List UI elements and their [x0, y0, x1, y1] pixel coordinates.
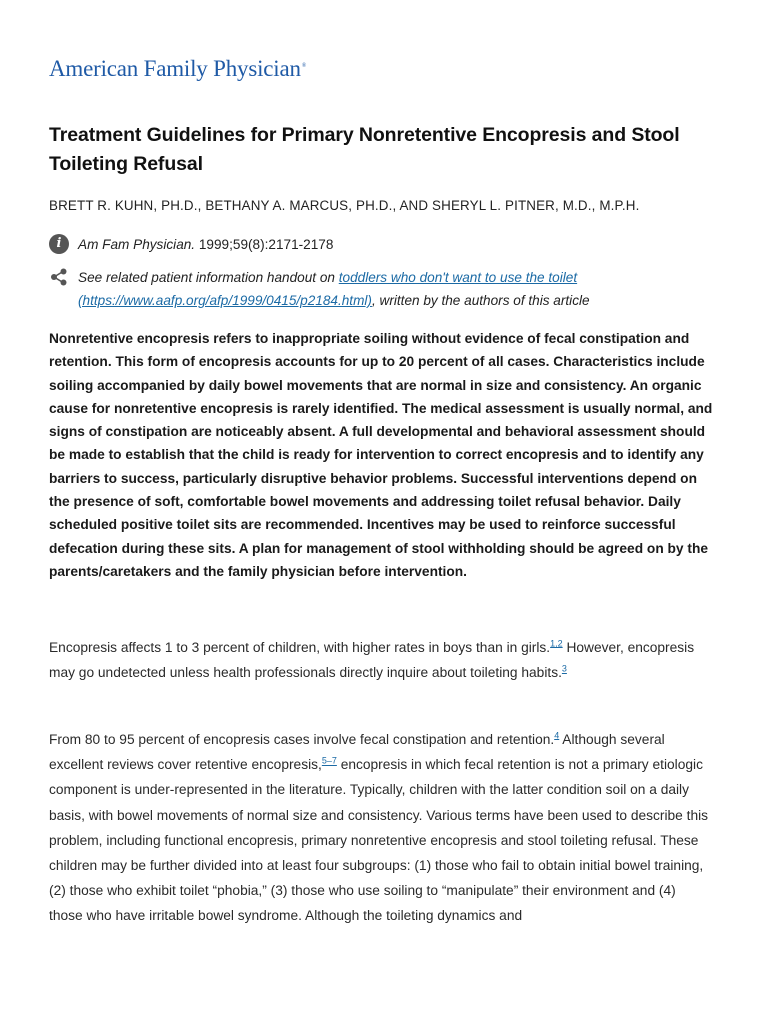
journal-logo[interactable]: American Family Physician® [49, 56, 307, 81]
article-abstract: Nonretentive encopresis refers to inappropriate soiling without evidence of fecal constipation and retention. This form of encopresis accounts for up to 20 percent of all cases. Characteristics include soiling accompanied by daily bowel movements that are normal in size and consistency. An organic cause for nonretentive encopresis is rarely identified. The medical assessment is usually normal, and signs of constipation are noticeably absent. A full developmental and behavioral assessment should be made to establish that the child is ready for intervention to correct encopresis and to identify any barriers to success, particularly disruptive behavior problems. Successful interventions depend on the presence of soft, comfortable bowel movements and addressing toilet refusal behavior. Daily scheduled positive toilet sits are recommended. Incentives may be used to reinforce successful defecation during these sits. A plan for management of stool withholding should be agreed on by the parents/caretakers and the family physician before intervention. [49, 331, 713, 579]
reference-link[interactable]: 4 [554, 730, 560, 741]
journal-name: American Family Physician [49, 56, 301, 81]
body-paragraph: Encopresis affects 1 to 3 percent of children, with higher rates in boys than in girls.$^{1,2}$ However, encopresis may go undetected unless health professionals directly inquire about toileting habits.$^3$ [49, 638, 695, 681]
citation-details: 1999;59(8):2171-2178 [195, 237, 334, 252]
share-icon [49, 267, 69, 287]
related-handout-link[interactable]: toddlers who don't want to use the toilet [338, 270, 578, 285]
related-handout-url[interactable]: (https://www.aafp.org/afp/1999/0415/p2184.html) [78, 293, 372, 308]
article-authors: BRETT R. KUHN, PH.D., BETHANY A. MARCUS, PH.D., AND SHERYL L. PITNER, M.D., M.P.H. [49, 198, 640, 213]
body-paragraph: From 80 to 95 percent of encopresis cases involve fecal constipation and retention.$^4$ Although several excellent reviews cover retentive encopresis,$^{5-7}$ encopresis in which fecal retention is not a primary etiologic component is under-represented in the literature. Typically, children with the latter condition soil on a daily basis, with bowel movements of normal size and consistency. Various terms have been used to describe this problem, including functional encopresis, primary nonretentive encopresis and stool toileting refusal. These children may be further divided into at least four subgroups: (1) those who fail to obtain initial bowel training, (2) those who exhibit toilet “phobia,” (3) those who use soiling to “manipulate” their environment and (4) those who have irritable bowel syndrome. Although the toileting dynamics and [49, 730, 709, 924]
related-handout-row [49, 266, 708, 312]
reference-link[interactable]: 5–7 [321, 755, 337, 766]
related-handout-text: See related patient information handout on toddlers who don't want to use the toilet (https://www.aafp.org/afp/1999/0415/p2184.html), written by the authors of this article [78, 270, 590, 308]
article-title: Treatment Guidelines for Primary Nonretentive Encopresis and Stool Toileting Refusal [49, 124, 680, 175]
reference-link[interactable]: 1,2 [550, 638, 563, 649]
citation-text [78, 233, 333, 256]
citation-journal: Am Fam Physician. [78, 237, 196, 252]
citation-row [49, 233, 333, 256]
info-icon: i [49, 234, 69, 254]
reference-link[interactable]: 3 [561, 663, 567, 674]
